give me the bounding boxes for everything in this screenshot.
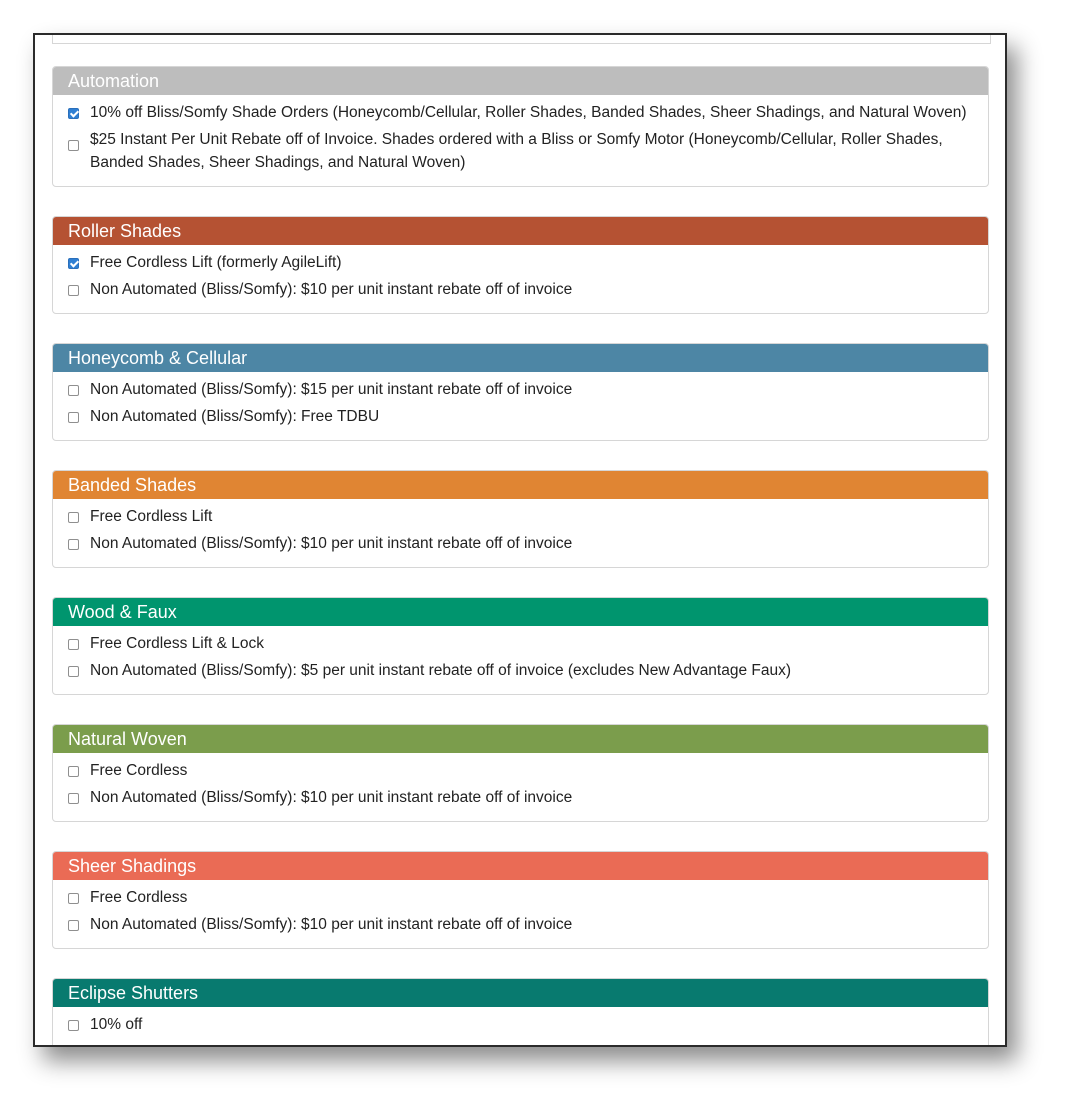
option-label: Non Automated (Bliss/Somfy): $5 per unit instant rebate off of invoice (excludes New Advantage Faux)	[90, 662, 792, 679]
option-woven-non-automated[interactable]	[68, 786, 974, 809]
checkbox-checked[interactable]	[68, 258, 79, 269]
option-label: Free Cordless Lift (formerly AgileLift)	[90, 254, 342, 271]
option-roller-non-automated[interactable]	[68, 278, 974, 301]
checkbox[interactable]	[68, 666, 79, 677]
option-label: Free Cordless	[90, 762, 188, 779]
checkbox[interactable]	[68, 793, 79, 804]
checkbox[interactable]	[68, 412, 79, 423]
checkbox-checked[interactable]	[68, 108, 79, 119]
option-label: Non Automated (Bliss/Somfy): $10 per unit instant rebate off of invoice	[90, 916, 573, 933]
option-label: Free Cordless Lift & Lock	[90, 635, 265, 652]
option-roller-cordless-lift[interactable]	[68, 251, 974, 274]
option-honeycomb-rebate[interactable]	[68, 378, 974, 401]
option-label: 10% off Bliss/Somfy Shade Orders (Honeycomb/Cellular, Roller Shades, Banded Shades, Sheer Shadings, and Natural Woven)	[90, 104, 967, 121]
checkbox[interactable]	[68, 920, 79, 931]
option-label: Non Automated (Bliss/Somfy): $10 per unit instant rebate off of invoice	[90, 789, 573, 806]
option-label: Free Cordless Lift	[90, 508, 213, 525]
option-banded-cordless-lift[interactable]	[68, 505, 974, 528]
option-sheer-cordless[interactable]	[68, 886, 974, 909]
panel-automation	[52, 66, 989, 187]
option-label: Free Cordless	[90, 889, 188, 906]
panel-header-natural-woven: Natural Woven	[53, 725, 988, 753]
checkbox[interactable]	[68, 385, 79, 396]
checkbox[interactable]	[68, 512, 79, 523]
panel-honeycomb-cellular	[52, 343, 989, 441]
option-sheer-non-automated[interactable]	[68, 913, 974, 936]
panel-header-honeycomb-cellular: Honeycomb & Cellular	[53, 344, 988, 372]
option-eclipse-10pct[interactable]	[68, 1013, 974, 1036]
panel-eclipse-shutters	[52, 978, 989, 1047]
checkbox[interactable]	[68, 1020, 79, 1031]
option-wood-non-automated[interactable]	[68, 659, 974, 682]
panel-header-eclipse-shutters: Eclipse Shutters	[53, 979, 988, 1007]
previous-panel-edge	[52, 33, 991, 44]
option-label: $25 Instant Per Unit Rebate off of Invoice. Shades ordered with a Bliss or Somfy Motor (Honeycomb/Cellular, Roller Shades, Banded Shades, Sheer Shadings, and Natural Woven)	[90, 131, 943, 171]
panel-header-sheer-shadings: Sheer Shadings	[53, 852, 988, 880]
option-label: Non Automated (Bliss/Somfy): Free TDBU	[90, 408, 380, 425]
checkbox[interactable]	[68, 766, 79, 777]
panel-header-automation: Automation	[53, 67, 988, 95]
checkbox[interactable]	[68, 285, 79, 296]
panel-header-wood-faux: Wood & Faux	[53, 598, 988, 626]
option-label: 10% off	[90, 1016, 143, 1033]
option-honeycomb-tdbu[interactable]	[68, 405, 974, 428]
option-woven-cordless[interactable]	[68, 759, 974, 782]
promotions-window	[33, 33, 1007, 1047]
checkbox[interactable]	[68, 539, 79, 550]
option-label: Non Automated (Bliss/Somfy): $15 per unit instant rebate off of invoice	[90, 381, 573, 398]
option-label: Non Automated (Bliss/Somfy): $10 per unit instant rebate off of invoice	[90, 535, 573, 552]
panel-roller-shades	[52, 216, 989, 314]
checkbox[interactable]	[68, 140, 79, 151]
panel-header-roller-shades: Roller Shades	[53, 217, 988, 245]
option-label: Non Automated (Bliss/Somfy): $10 per unit instant rebate off of invoice	[90, 281, 573, 298]
panel-wood-faux	[52, 597, 989, 695]
option-banded-non-automated[interactable]	[68, 532, 974, 555]
option-automation-10pct[interactable]	[68, 101, 974, 124]
panel-sheer-shadings	[52, 851, 989, 949]
checkbox[interactable]	[68, 639, 79, 650]
panel-header-banded-shades: Banded Shades	[53, 471, 988, 499]
option-automation-25-rebate[interactable]	[68, 128, 974, 174]
panel-natural-woven	[52, 724, 989, 822]
checkbox[interactable]	[68, 893, 79, 904]
panel-banded-shades	[52, 470, 989, 568]
option-wood-cordless-lift-lock[interactable]	[68, 632, 974, 655]
